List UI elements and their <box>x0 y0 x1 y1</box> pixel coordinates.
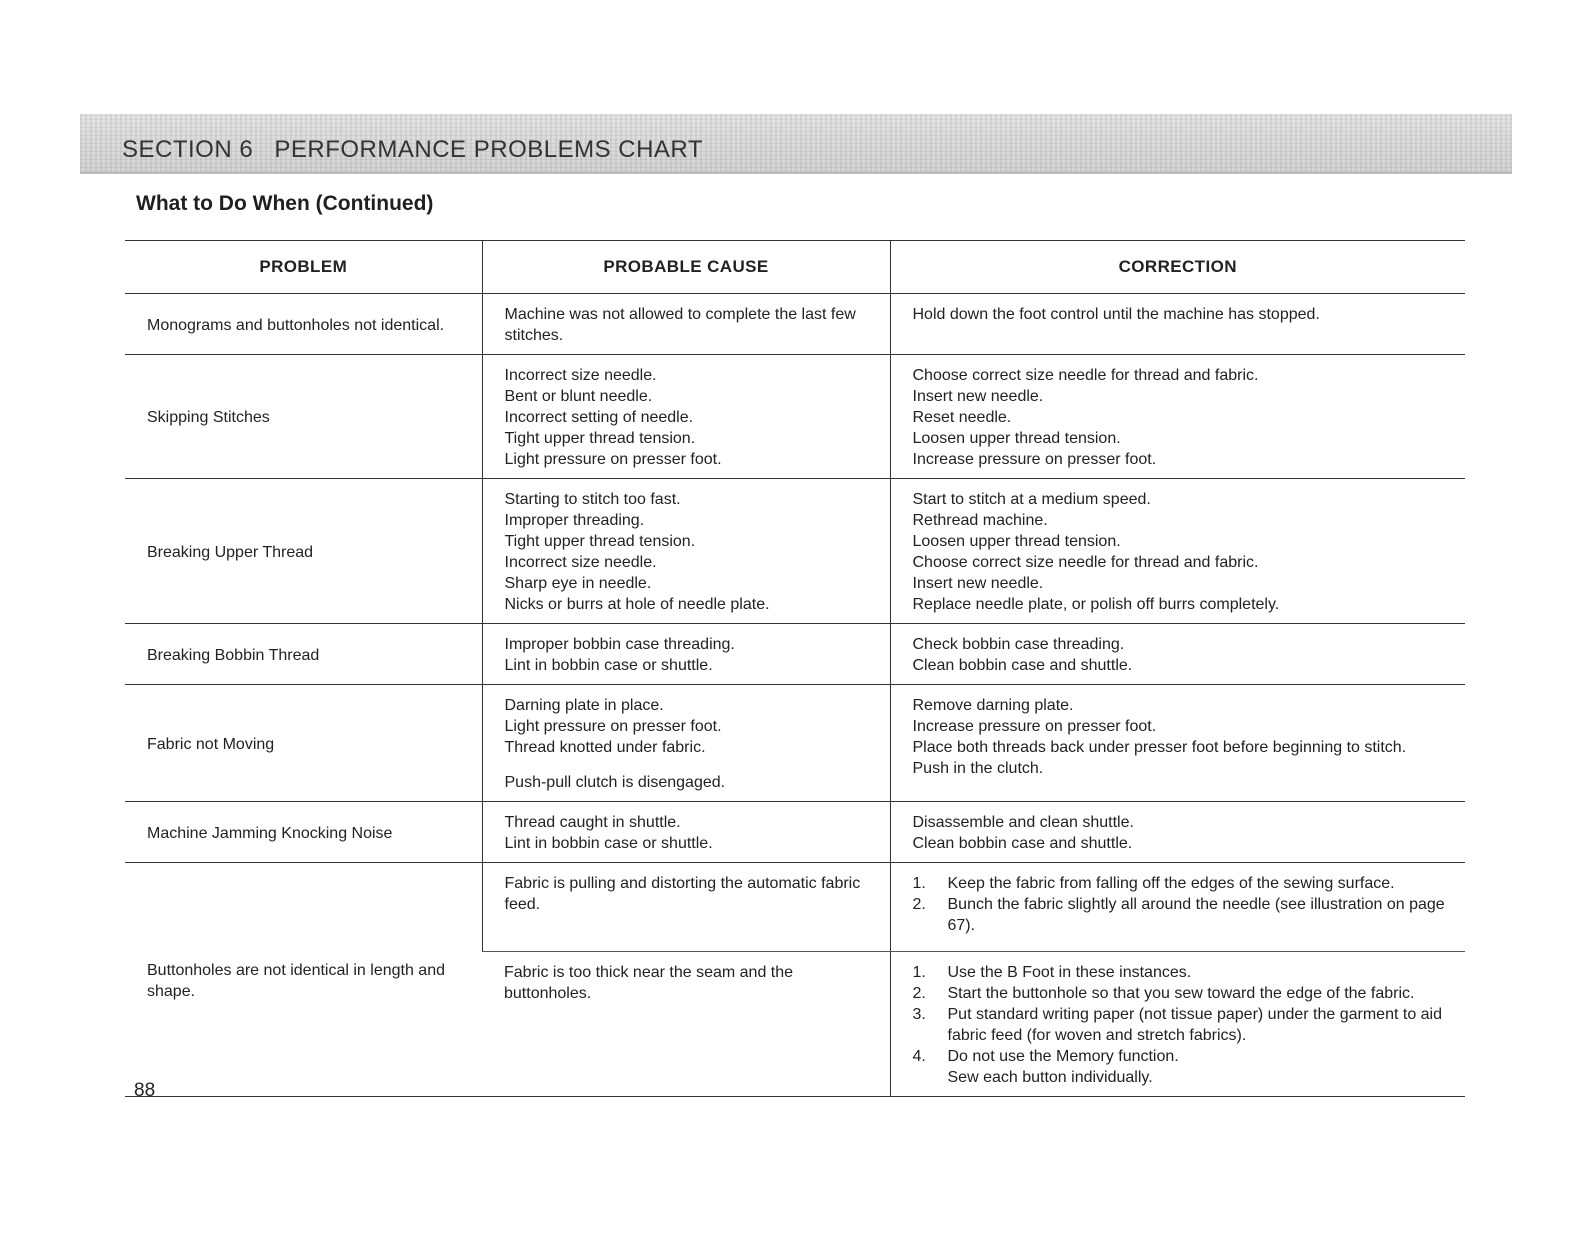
cause-line: Tight upper thread tension. <box>504 533 696 550</box>
cause-line: Light pressure on presser foot. <box>504 718 722 735</box>
problem-cell: Buttonholes are not identical in length and shape. <box>125 863 482 1097</box>
cause-cell: Fabric is too thick near the seam and the buttonholes. <box>482 952 890 1097</box>
cause-cell <box>482 802 890 863</box>
correction-line: Increase pressure on presser foot. <box>912 718 1157 735</box>
cause-line: Improper bobbin case threading. <box>504 636 735 653</box>
correction-line: Disassemble and clean shuttle. <box>912 814 1134 831</box>
page-number: 88 <box>134 1080 156 1101</box>
cause-cell <box>482 479 890 624</box>
correction-line: Clean bobbin case and shuttle. <box>912 835 1133 852</box>
cause-line: Incorrect size needle. <box>504 367 657 384</box>
numbered-item <box>913 1067 1448 1088</box>
correction-cell <box>890 802 1465 863</box>
problem-cell: Skipping Stitches <box>125 355 482 479</box>
correction-cell <box>890 952 1465 1097</box>
table-row <box>125 624 1465 685</box>
table-row <box>125 863 1465 952</box>
item-text: Do not use the Memory function. <box>947 1048 1179 1065</box>
numbered-item <box>913 873 1448 894</box>
item-number: 2. <box>912 896 926 913</box>
cause-line: Starting to stitch too fast. <box>504 491 681 508</box>
problem-cell: Monograms and buttonholes not identical. <box>125 294 482 355</box>
table-row <box>125 685 1465 802</box>
problem-cell: Fabric not Moving <box>125 685 482 802</box>
problem-cell: Breaking Bobbin Thread <box>125 624 482 685</box>
correction-line: Rethread machine. <box>912 512 1048 529</box>
correction-line: Choose correct size needle for thread and fabric. <box>912 554 1259 571</box>
numbered-item <box>913 962 1448 983</box>
table-row <box>125 479 1465 624</box>
cause-line: Incorrect size needle. <box>504 554 657 571</box>
correction-cell <box>890 294 1465 355</box>
section-label: SECTION 6 <box>122 136 254 163</box>
section-banner <box>80 114 1512 174</box>
correction-line: Insert new needle. <box>912 575 1044 592</box>
section-title: PERFORMANCE PROBLEMS CHART <box>274 136 703 163</box>
numbered-item <box>913 1004 1448 1046</box>
problem-cell: Breaking Upper Thread <box>125 479 482 624</box>
problem-cell: Machine Jamming Knocking Noise <box>125 802 482 863</box>
correction-cell <box>890 863 1465 952</box>
cause-cell: Fabric is pulling and distorting the automatic fabric feed. <box>482 863 890 952</box>
correction-line: Loosen upper thread tension. <box>912 430 1121 447</box>
correction-line: Reset needle. <box>912 409 1012 426</box>
table-header-row <box>125 241 1465 294</box>
correction-line: Place both threads back under presser foot before beginning to stitch. <box>912 739 1407 756</box>
cause-cell <box>482 355 890 479</box>
correction-line: Replace needle plate, or polish off burrs completely. <box>912 596 1280 613</box>
correction-line: Hold down the foot control until the machine has stopped. <box>912 306 1320 323</box>
correction-line: Loosen upper thread tension. <box>912 533 1121 550</box>
correction-cell <box>890 685 1465 802</box>
cause-line: Lint in bobbin case or shuttle. <box>504 835 713 852</box>
cause-line: Lint in bobbin case or shuttle. <box>504 657 713 674</box>
item-text: Bunch the fabric slightly all around the needle (see illustration on page 67). <box>947 896 1445 934</box>
item-number: 1. <box>912 875 926 892</box>
cause-line: Improper threading. <box>504 512 645 529</box>
cause-line: Darning plate in place. <box>504 697 664 714</box>
item-number <box>913 1067 948 1088</box>
cause-line: Bent or blunt needle. <box>504 388 653 405</box>
cause-cell <box>482 624 890 685</box>
item-number: 2. <box>912 985 926 1002</box>
correction-line: Increase pressure on presser foot. <box>912 451 1157 468</box>
table-row <box>125 802 1465 863</box>
correction-line: Start to stitch at a medium speed. <box>912 491 1151 508</box>
cause-line: Machine was not allowed to complete the last few stitches. <box>504 306 856 344</box>
correction-line: Clean bobbin case and shuttle. <box>912 657 1133 674</box>
item-text: Start the buttonhole so that you sew toward the edge of the fabric. <box>947 985 1415 1002</box>
spacer <box>505 758 872 772</box>
cause-line: Sharp eye in needle. <box>504 575 652 592</box>
page-subtitle: What to Do When (Continued) <box>136 192 434 215</box>
table-row <box>125 294 1465 355</box>
column-header-cause: PROBABLE CAUSE <box>482 241 890 294</box>
cause-line: Nicks or burrs at hole of needle plate. <box>504 596 770 613</box>
item-text: Put standard writing paper (not tissue paper) under the garment to aid fabric feed (for woven and stretch fabrics). <box>947 1006 1443 1044</box>
numbered-item <box>913 983 1448 1004</box>
item-text: Sew each button individually. <box>947 1069 1153 1086</box>
correction-line: Insert new needle. <box>912 388 1044 405</box>
column-header-correction: CORRECTION <box>890 241 1465 294</box>
section-heading <box>122 136 717 164</box>
correction-line: Check bobbin case threading. <box>912 636 1125 653</box>
cause-line: Thread knotted under fabric. <box>504 739 706 756</box>
item-number: 3. <box>912 1006 926 1023</box>
item-number: 4. <box>912 1048 926 1065</box>
cause-line: Push-pull clutch is disengaged. <box>504 774 726 791</box>
problems-table <box>125 240 1465 1097</box>
numbered-item <box>913 894 1448 936</box>
correction-cell <box>890 479 1465 624</box>
correction-cell <box>890 624 1465 685</box>
numbered-item <box>913 1046 1448 1067</box>
cause-cell <box>482 685 890 802</box>
cause-cell <box>482 294 890 355</box>
cause-line: Tight upper thread tension. <box>504 430 696 447</box>
item-text: Use the B Foot in these instances. <box>947 964 1192 981</box>
table-row <box>125 355 1465 479</box>
cause-line: Thread caught in shuttle. <box>504 814 681 831</box>
correction-line: Push in the clutch. <box>912 760 1044 777</box>
item-number: 1. <box>912 964 926 981</box>
cause-line: Incorrect setting of needle. <box>504 409 694 426</box>
column-header-problem: PROBLEM <box>125 241 482 294</box>
item-text: Keep the fabric from falling off the edges of the sewing surface. <box>947 875 1395 892</box>
cause-line: Light pressure on presser foot. <box>504 451 722 468</box>
correction-line: Choose correct size needle for thread and fabric. <box>912 367 1259 384</box>
correction-cell <box>890 355 1465 479</box>
correction-line: Remove darning plate. <box>912 697 1074 714</box>
